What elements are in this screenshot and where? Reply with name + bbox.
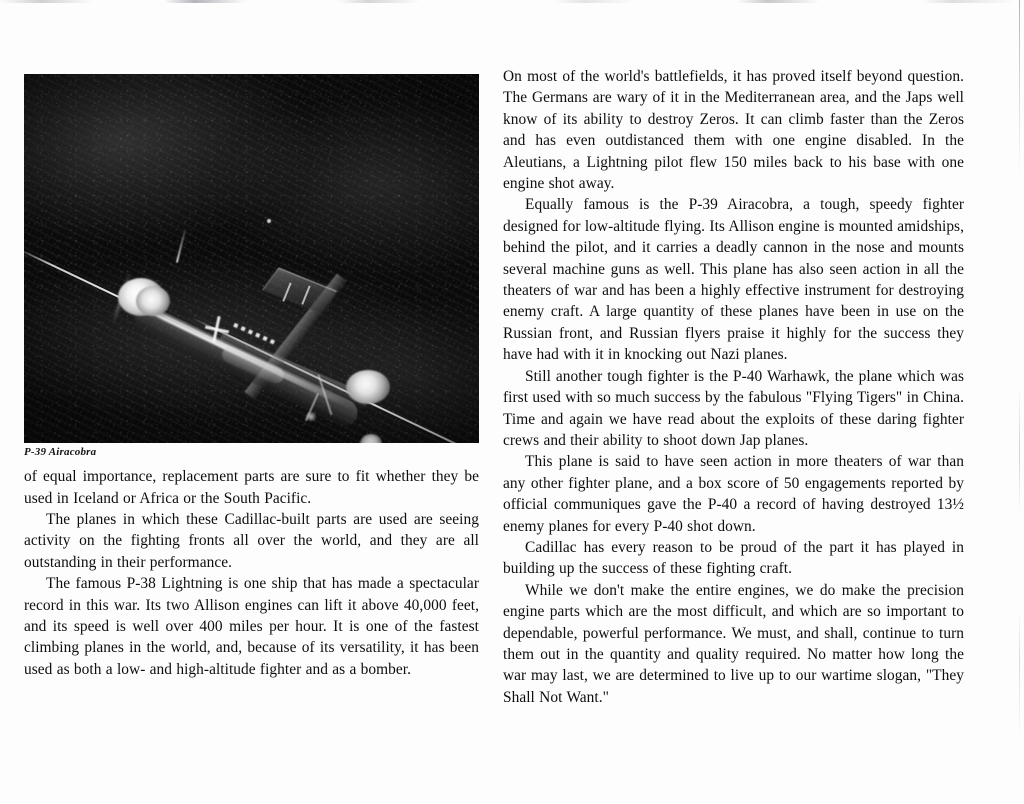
- aircraft-photo-figure: [24, 74, 479, 459]
- right-text-column: [503, 66, 964, 708]
- paragraph: The famous P-38 Lightning is one ship that has made a spectacular record in this war. Its two Allison engines can lift it above 40,000 feet, and its speed is well over 400 miles per hour. It is one of the fastest climbing planes in the world, and, because of its versatility, it has been used as both a low- and high-altitude fighter and as a bomber.: [24, 575, 479, 678]
- paragraph: Equally famous is the P-39 Airacobra, a tough, speedy fighter designed for low-altitude flying. Its Allison engine is mounted amidships, behind the pilot, and it carries a deadly cannon in the nose and mounts several machine guns as well. This plane has also seen action in all the theaters of war and has been a highly effective instrument for destroying enemy craft. A large quantity of these planes have been in use on the Russian front, and Russian flyers praise it highly for the success they have had with it in knocking out Nazi planes.: [503, 196, 964, 364]
- wingtip-highlight: [360, 434, 382, 443]
- paragraph: On most of the world's battlefields, it has proved itself beyond question. The Germans are wary of it in the Mediterranean area, and the Japs well know of its ability to destroy Zeros. It can climb faster than the Zeros and has even outdistanced them with one engine disabled. In the Aleutians, a Lightning pilot flew 150 miles back to his base with one engine shot away.: [503, 68, 964, 193]
- tail-fin: [176, 229, 186, 262]
- right-column-body: [503, 66, 964, 708]
- left-column-body: [24, 466, 479, 680]
- paragraph: Cadillac has every reason to be proud of the part it has played in building up the success of these fighting craft.: [503, 538, 964, 578]
- background-speck-highlight: [267, 219, 271, 223]
- paragraph: of equal importance, replacement parts are sure to fit whether they be used in Iceland or Africa or the South Pacific.: [24, 468, 479, 507]
- paragraph: The planes in which these Cadillac-built parts are used are seeing activity on the fighting fronts all over the world, and they are all outstanding in their performance.: [24, 511, 479, 571]
- paragraph: This plane is said to have seen action in more theaters of war than any other fighter plane, and a box score of 50 engagements reported by official communiques gave the P-40 a record of having destroyed 13½ enemy planes for every P-40 shot down.: [503, 453, 964, 535]
- photo-caption: P-39 Airacobra: [24, 446, 97, 458]
- photograph: [24, 74, 479, 443]
- paragraph: While we don't make the entire engines, we do make the precision engine parts which are the most difficult, and which are so important to dependable, powerful performance. We must, and shall, continue to turn them out in the quantity and quality required. No matter how long the war may last, we are determined to live up to our wartime slogan, "They Shall Not Want.": [503, 581, 964, 706]
- left-text-column: [24, 74, 479, 680]
- tail-highlight: [346, 370, 390, 404]
- propeller-hub: [136, 286, 170, 316]
- paragraph: Still another tough fighter is the P-40 Warhawk, the plane which was first used with so much success by the fabulous "Flying Tigers" in China. Time and again we have read about the exploits of these daring fighter crews and their ability to shoot down Jap planes.: [503, 367, 964, 449]
- landing-gear-wheel: [304, 412, 318, 421]
- aircraft-p39-airacobra: [24, 74, 479, 443]
